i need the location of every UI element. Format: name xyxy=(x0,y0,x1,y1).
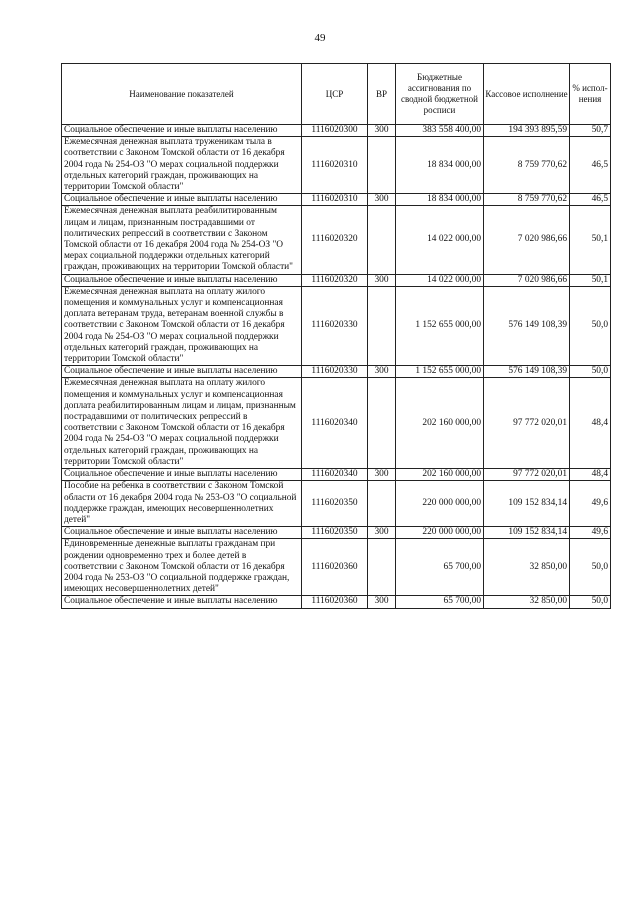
row-budget: 14 022 000,00 xyxy=(396,206,484,274)
row-percent: 50,0 xyxy=(570,286,611,365)
table-row xyxy=(62,137,611,194)
row-budget: 18 834 000,00 xyxy=(396,194,484,206)
table-row xyxy=(62,125,611,137)
row-budget: 220 000 000,00 xyxy=(396,527,484,539)
table-row xyxy=(62,539,611,596)
row-cash: 32 850,00 xyxy=(484,539,570,596)
row-csr: 1116020310 xyxy=(302,137,368,194)
row-percent: 50,1 xyxy=(570,274,611,286)
row-budget: 18 834 000,00 xyxy=(396,137,484,194)
row-name: Социальное обеспечение и иные выплаты населению xyxy=(62,366,302,378)
row-percent: 46,5 xyxy=(570,194,611,206)
row-percent: 46,5 xyxy=(570,137,611,194)
table-row xyxy=(62,596,611,608)
header-budget: Бюджетные ассигнования по сводной бюджетной росписи xyxy=(396,64,484,125)
row-name: Единовременные денежные выплаты гражданам при рождении одновременно трех и более детей в соответствии с Законом Томской области от 16 декабря 2004 года № 253-ОЗ "О социальной поддержке граждан, имеющих несовершеннолетних детей" xyxy=(62,539,302,596)
header-vr: ВР xyxy=(368,64,396,125)
row-cash: 97 772 020,01 xyxy=(484,469,570,481)
header-percent: % испол-нения xyxy=(570,64,611,125)
row-cash: 8 759 770,62 xyxy=(484,137,570,194)
row-vr xyxy=(368,206,396,274)
row-percent: 50,7 xyxy=(570,125,611,137)
row-csr: 1116020340 xyxy=(302,378,368,469)
row-percent: 50,1 xyxy=(570,206,611,274)
row-cash: 7 020 986,66 xyxy=(484,206,570,274)
table-row xyxy=(62,366,611,378)
row-cash: 576 149 108,39 xyxy=(484,286,570,365)
row-vr: 300 xyxy=(368,366,396,378)
row-cash: 7 020 986,66 xyxy=(484,274,570,286)
row-vr: 300 xyxy=(368,469,396,481)
row-cash: 109 152 834,14 xyxy=(484,527,570,539)
row-name: Социальное обеспечение и иные выплаты населению xyxy=(62,125,302,137)
row-vr: 300 xyxy=(368,527,396,539)
row-name: Ежемесячная денежная выплата труженикам тыла в соответствии с Законом Томской области от 16 декабря 2004 года № 254-ОЗ "О мерах социальной поддержки отдельных категорий граждан, проживающих на территории Томской области" xyxy=(62,137,302,194)
row-cash: 109 152 834,14 xyxy=(484,481,570,527)
row-cash: 32 850,00 xyxy=(484,596,570,608)
row-name: Социальное обеспечение и иные выплаты населению xyxy=(62,274,302,286)
row-vr: 300 xyxy=(368,125,396,137)
row-vr: 300 xyxy=(368,596,396,608)
table-row xyxy=(62,481,611,527)
row-percent: 50,0 xyxy=(570,366,611,378)
row-name: Социальное обеспечение и иные выплаты населению xyxy=(62,469,302,481)
row-csr: 1116020320 xyxy=(302,206,368,274)
row-csr: 1116020310 xyxy=(302,194,368,206)
row-budget: 220 000 000,00 xyxy=(396,481,484,527)
row-csr: 1116020300 xyxy=(302,125,368,137)
row-budget: 202 160 000,00 xyxy=(396,378,484,469)
table-row xyxy=(62,527,611,539)
row-percent: 48,4 xyxy=(570,378,611,469)
table-row xyxy=(62,194,611,206)
row-cash: 194 393 895,59 xyxy=(484,125,570,137)
row-vr: 300 xyxy=(368,194,396,206)
row-budget: 1 152 655 000,00 xyxy=(396,366,484,378)
row-budget: 383 558 400,00 xyxy=(396,125,484,137)
page-number: 49 xyxy=(314,32,326,44)
table-row xyxy=(62,469,611,481)
row-csr: 1116020320 xyxy=(302,274,368,286)
header-cash: Кассовое исполнение xyxy=(484,64,570,125)
row-cash: 576 149 108,39 xyxy=(484,366,570,378)
row-vr xyxy=(368,481,396,527)
row-vr: 300 xyxy=(368,274,396,286)
budget-execution-table xyxy=(61,63,611,609)
row-csr: 1116020360 xyxy=(302,596,368,608)
row-budget: 65 700,00 xyxy=(396,539,484,596)
row-name: Ежемесячная денежная выплата реабилитированным лицам и лицам, признанным пострадавшими от политических репрессий в соответствии с Законом Томской области от 16 декабря 2004 года № 254-ОЗ "О мерах социальной поддержки отдельных категорий граждан, проживающих на территории Томской области" xyxy=(62,206,302,274)
row-csr: 1116020350 xyxy=(302,481,368,527)
row-name: Социальное обеспечение и иные выплаты населению xyxy=(62,527,302,539)
header-name: Наименование показателей xyxy=(62,64,302,125)
row-name: Пособие на ребенка в соответствии с Законом Томской области от 16 декабря 2004 года № 253-ОЗ "О социальной поддержке граждан, имеющих несовершеннолетних детей" xyxy=(62,481,302,527)
row-budget: 1 152 655 000,00 xyxy=(396,286,484,365)
row-percent: 50,0 xyxy=(570,539,611,596)
table-row xyxy=(62,378,611,469)
row-percent: 49,6 xyxy=(570,481,611,527)
table-row xyxy=(62,286,611,365)
row-cash: 8 759 770,62 xyxy=(484,194,570,206)
table-row xyxy=(62,206,611,274)
row-csr: 1116020350 xyxy=(302,527,368,539)
row-name: Ежемесячная денежная выплата на оплату жилого помещения и коммунальных услуг и компенсационная доплата ветеранам труда, ветеранам военной службы в соответствии с Законом Томской области от 16 декабря 2004 года № 254-ОЗ "О мерах социальной поддержки отдельных категорий граждан, проживающих на территории Томской области" xyxy=(62,286,302,365)
row-csr: 1116020330 xyxy=(302,366,368,378)
row-budget: 202 160 000,00 xyxy=(396,469,484,481)
row-cash: 97 772 020,01 xyxy=(484,378,570,469)
row-percent: 50,0 xyxy=(570,596,611,608)
row-csr: 1116020360 xyxy=(302,539,368,596)
row-percent: 49,6 xyxy=(570,527,611,539)
row-name: Социальное обеспечение и иные выплаты населению xyxy=(62,194,302,206)
row-vr xyxy=(368,137,396,194)
row-vr xyxy=(368,286,396,365)
header-csr: ЦСР xyxy=(302,64,368,125)
row-budget: 65 700,00 xyxy=(396,596,484,608)
row-csr: 1116020340 xyxy=(302,469,368,481)
table-row xyxy=(62,274,611,286)
row-name: Ежемесячная денежная выплата на оплату жилого помещения и коммунальных услуг и компенсационная доплата реабилитированным лицам и лицам, признанным пострадавшими от политических репрессий в соответствии с Законом Томской области от 16 декабря 2004 года № 254-ОЗ "О мерах социальной поддержки отдельных категорий граждан, проживающих на территории Томской области" xyxy=(62,378,302,469)
row-vr xyxy=(368,378,396,469)
row-vr xyxy=(368,539,396,596)
row-percent: 48,4 xyxy=(570,469,611,481)
row-csr: 1116020330 xyxy=(302,286,368,365)
row-name: Социальное обеспечение и иные выплаты населению xyxy=(62,596,302,608)
row-budget: 14 022 000,00 xyxy=(396,274,484,286)
table-header-row xyxy=(62,64,611,125)
